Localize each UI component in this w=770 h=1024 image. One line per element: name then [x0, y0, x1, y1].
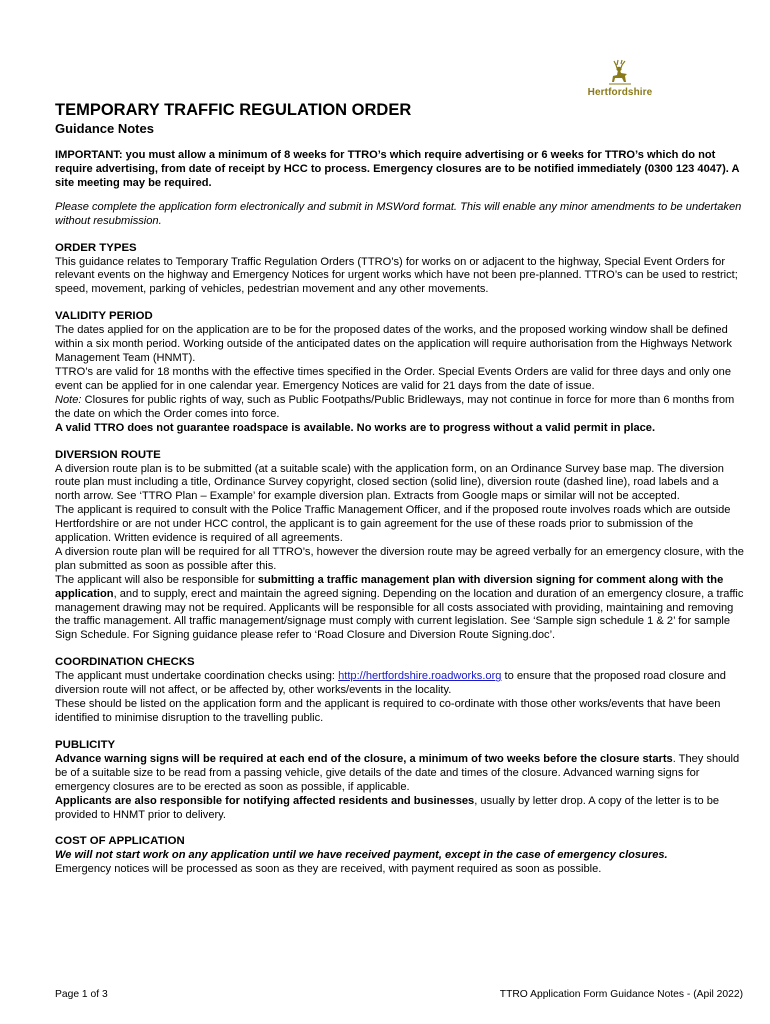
- section-paragraph: These should be listed on the application form and the applicant is required to co-ordinate with those other works/events that have been identified to minimise disruption to the travelling public.: [55, 698, 721, 724]
- section-paragraph: A diversion route plan will be required for all TTRO’s, however the diversion route may be agreed verbally for an emergency closure, with the plan submitted as soon as possible after this.: [55, 545, 744, 572]
- section-validity-period: [55, 309, 745, 435]
- section-paragraph: This guidance relates to Temporary Traffic Regulation Orders (TTRO’s) for works on or adjacent to the highway, Special Event Orders for relevant events on the highway and Emergency Notices for urgent works which have not been pre-planned. TTRO’s can be used to restrict; speed, movement, parking of vehicles, pedestrian movement and any other movements.: [55, 255, 738, 296]
- text-run: . They should be of a suitable size to be read from a passing vehicle, give details of the date and times of the closure. Advanced warning signs for emergency closures are to be erected as soon as possible, if applicable.: [55, 752, 740, 793]
- guidance-content: [55, 100, 745, 889]
- section-paragraph: TTRO’s are valid for 18 months with the effective times specified in the Order. Special Events Orders are valid for three days and only one event can be applied for in one calendar year. Emergency Notices are valid for 21 days from the date of issue.: [55, 365, 732, 392]
- intro-instructions: Please complete the application form electronically and submit in MSWord format. This will enable any minor amendments to be undertaken without resubmission.: [55, 200, 742, 227]
- text-run: , usually by letter drop. A copy of the letter is to be provided to HNMT prior to delivery.: [55, 794, 720, 821]
- note-label: Note:: [55, 393, 82, 406]
- section-order-types: [55, 241, 745, 298]
- section-diversion-route: [55, 448, 745, 644]
- section-coordination-checks: [55, 655, 745, 726]
- section-heading: ORDER TYPES: [55, 241, 137, 254]
- logo-wordmark: Hertfordshire: [587, 87, 653, 98]
- section-paragraph: The applicant is required to consult with the Police Traffic Management Officer, and if the proposed route involves roads which are outside Hertfordshire or are not under HCC control, the applicant is to gain agreement for the use of these roads prior to submission of the application. Written evidence is required of all agreements.: [55, 504, 731, 545]
- section-paragraph: [55, 753, 745, 795]
- section-heading: VALIDITY PERIOD: [55, 310, 153, 323]
- section-paragraph: The dates applied for on the application are to be for the proposed dates of the works, and the proposed working window shall be defined within a six month period. Working outside of the anticipated dates on the application will require authorisation from the Highways Network Management Team (HNMT).: [55, 324, 732, 365]
- section-paragraph: [55, 574, 745, 644]
- page-title: TEMPORARY TRAFFIC REGULATION ORDER: [55, 101, 412, 119]
- payment-warning: We will not start work on any application until we have received payment, except in the case of emergency closures.: [55, 849, 668, 862]
- bold-text-run: Advance warning signs will be required at each end of the closure, a minimum of two weeks before the closure starts: [55, 752, 673, 765]
- section-publicity: [55, 738, 745, 823]
- page-subtitle: Guidance Notes: [55, 121, 154, 136]
- section-paragraph: [55, 670, 745, 698]
- hertfordshire-logo: [580, 58, 660, 104]
- note-paragraph: [55, 394, 745, 422]
- text-run: The applicant will also be responsible for: [55, 573, 258, 586]
- section-heading: PUBLICITY: [55, 738, 116, 751]
- section-cost-of-application: [55, 834, 745, 877]
- section-paragraph: A diversion route plan is to be submitted (at a suitable scale) with the application form, on an Ordinance Survey base map. The diversion route plan must including a title, Ordinance Survey copyright, closed section (solid line), diversion route (dashed line), road labels and a north arrow. See ‘TTRO Plan – Example’ for example diversion plan. Extracts from Google maps or similar will not be accepted.: [55, 462, 724, 503]
- text-run: , and to supply, erect and maintain the agreed signing. Depending on the location and duration of an emergency closure, a traffic management drawing may not be required. Applicants will be responsible for all costs associated with providing, maintaining and removing the traffic management. All traffic management/signage must comply with current legislation. See ‘Sample sign schedule 1 & 2’ for sample Sign Schedule. For Signing guidance please refer to ‘Road Closure and Diversion Route Signing.doc’.: [55, 587, 744, 642]
- text-run: The applicant must undertake coordination checks using:: [55, 670, 339, 683]
- important-notice: IMPORTANT: you must allow a minimum of 8 weeks for TTRO’s which require advertising or 6 weeks for TTRO’s which do not require advertising, from date of receipt by HCC to process. Emergency closures are to be notified immediately (0300 123 4047). A site meeting may be required.: [55, 149, 740, 189]
- section-heading: DIVERSION ROUTE: [55, 448, 161, 461]
- section-paragraph: Emergency notices will be processed as soon as they are received, with payment required as soon as possible.: [55, 863, 602, 876]
- roadworks-link[interactable]: http://hertfordshire.roadworks.org: [338, 670, 502, 683]
- section-heading: COST OF APPLICATION: [55, 835, 185, 848]
- bold-text-run: Applicants are also responsible for notifying affected residents and businesses: [55, 794, 475, 807]
- bold-text-run: submitting a traffic management plan with diversion signing for comment along with the application: [55, 573, 724, 600]
- section-heading: COORDINATION CHECKS: [55, 656, 195, 669]
- section-paragraph: [55, 795, 745, 823]
- note-text: Closures for public rights of way, such as Public Footpaths/Public Bridleways, may not continue in force for more than 6 months from the date on which the Order comes into force.: [55, 393, 735, 420]
- footer-page-number: Page 1 of 3: [55, 989, 108, 1000]
- text-run: to ensure that the proposed road closure and diversion route will not affect, or be affected by, other works/events in the locality.: [55, 670, 726, 697]
- hart-deer-icon: [605, 58, 635, 88]
- footer-document-name: TTRO Application Form Guidance Notes - (Apil 2022): [499, 989, 743, 1000]
- valid-ttro-warning: A valid TTRO does not guarantee roadspace is available. No works are to progress without a valid permit in place.: [55, 421, 656, 434]
